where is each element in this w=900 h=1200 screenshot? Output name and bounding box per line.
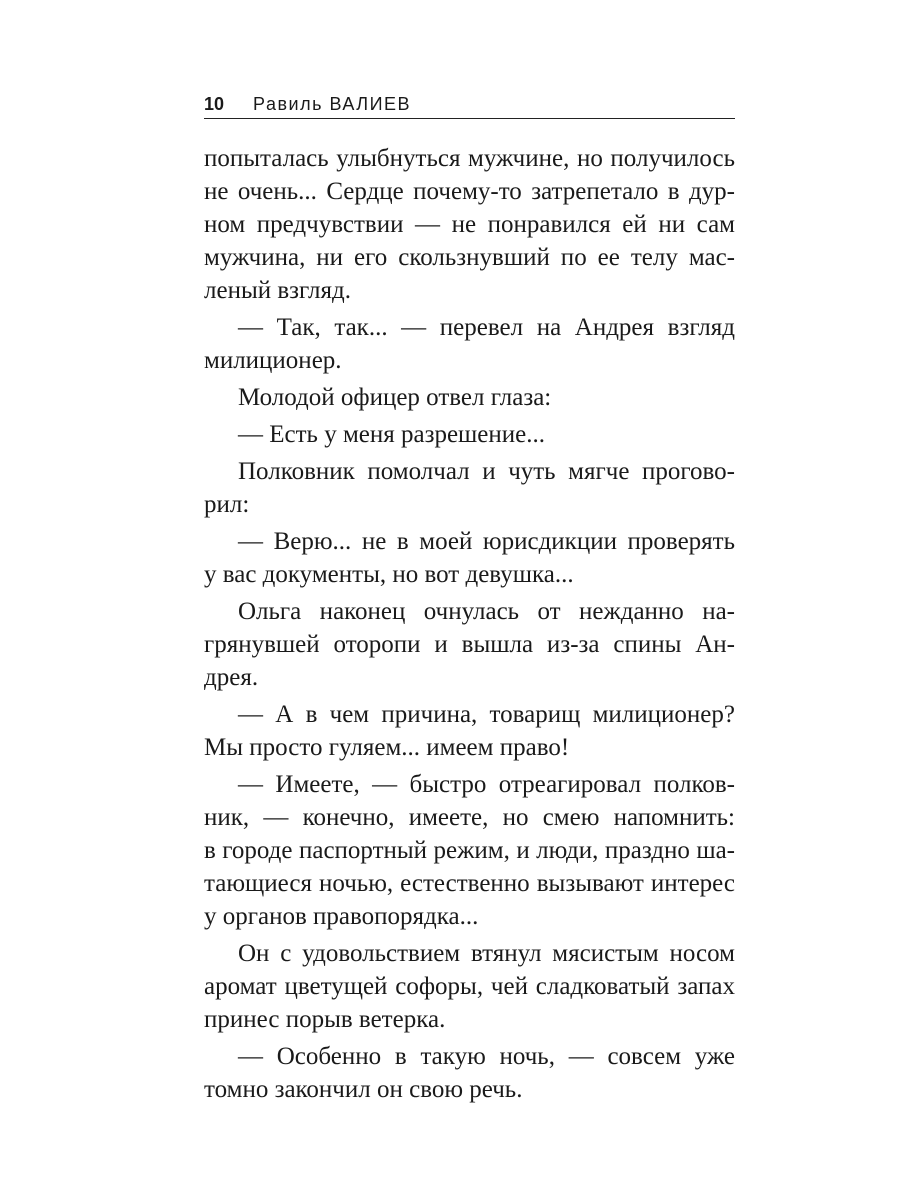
- paragraph: [204, 768, 735, 933]
- text-line: попыталась улыбнуться мужчине, но получилось: [204, 145, 735, 172]
- text-line: тающиеся ночью, естественно вызывают интерес: [204, 870, 735, 897]
- paragraph: [204, 525, 735, 591]
- text-line: принес порыв ветерка.: [204, 1006, 446, 1033]
- text-line: рил:: [204, 491, 250, 518]
- paragraph: [204, 937, 735, 1036]
- text-line: милиционер.: [204, 347, 342, 374]
- body-text: [204, 142, 735, 1110]
- text-line: у вас документы, но вот девушка...: [204, 561, 574, 588]
- text-line: аромат цветущей софоры, чей сладковатый запах: [204, 973, 735, 1000]
- paragraph: [204, 142, 735, 307]
- text-line: — Имеете, — быстро отреагировал полков-: [238, 771, 735, 798]
- text-line: ник, — конечно, имеете, но смею напомнить:: [204, 804, 735, 831]
- text-line: Полковник помолчал и чуть мягче прогово-: [238, 458, 735, 485]
- text-line: Ольга наконец очнулась от нежданно на-: [238, 598, 735, 625]
- text-line: ном предчувствии — не понравился ей ни сам: [204, 211, 735, 238]
- paragraph: [204, 698, 735, 764]
- page-number: 10: [204, 94, 225, 114]
- text-line: у органов правопорядка...: [204, 903, 479, 930]
- text-line: грянувшей оторопи и вышла из-за спины Ан-: [204, 631, 735, 658]
- paragraph: [204, 595, 735, 694]
- paragraph: [204, 1040, 735, 1106]
- running-head-author: Равиль ВАЛИЕВ: [253, 94, 412, 114]
- text-line: Он с удовольствием втянул мясистым носом: [238, 940, 735, 967]
- text-line: — Особенно в такую ночь, — совсем уже: [238, 1043, 735, 1070]
- text-line: леный взгляд.: [204, 277, 351, 304]
- paragraph: [204, 418, 735, 451]
- paragraph: [204, 455, 735, 521]
- text-line: — Верю... не в моей юрисдикции проверять: [238, 528, 735, 555]
- paragraph: [204, 311, 735, 377]
- text-line: — Есть у меня разрешение...: [238, 421, 546, 448]
- text-line: — Так, так... — перевел на Андрея взгляд: [238, 314, 735, 341]
- text-line: не очень... Сердце почему-то затрепетало в дур-: [204, 178, 735, 205]
- text-line: дрея.: [204, 664, 259, 691]
- running-head: [204, 92, 735, 119]
- text-line: мужчина, ни его скользнувший по ее телу мас-: [204, 244, 735, 271]
- text-line: — А в чем причина, товарищ милиционер?: [238, 701, 735, 728]
- text-line: Молодой офицер отвел глаза:: [238, 384, 552, 411]
- paragraph: [204, 381, 735, 414]
- text-line: Мы просто гуляем... имеем право!: [204, 734, 570, 761]
- text-line: томно закончил он свою речь.: [204, 1076, 523, 1103]
- text-line: в городе паспортный режим, и люди, праздно ша-: [204, 837, 735, 864]
